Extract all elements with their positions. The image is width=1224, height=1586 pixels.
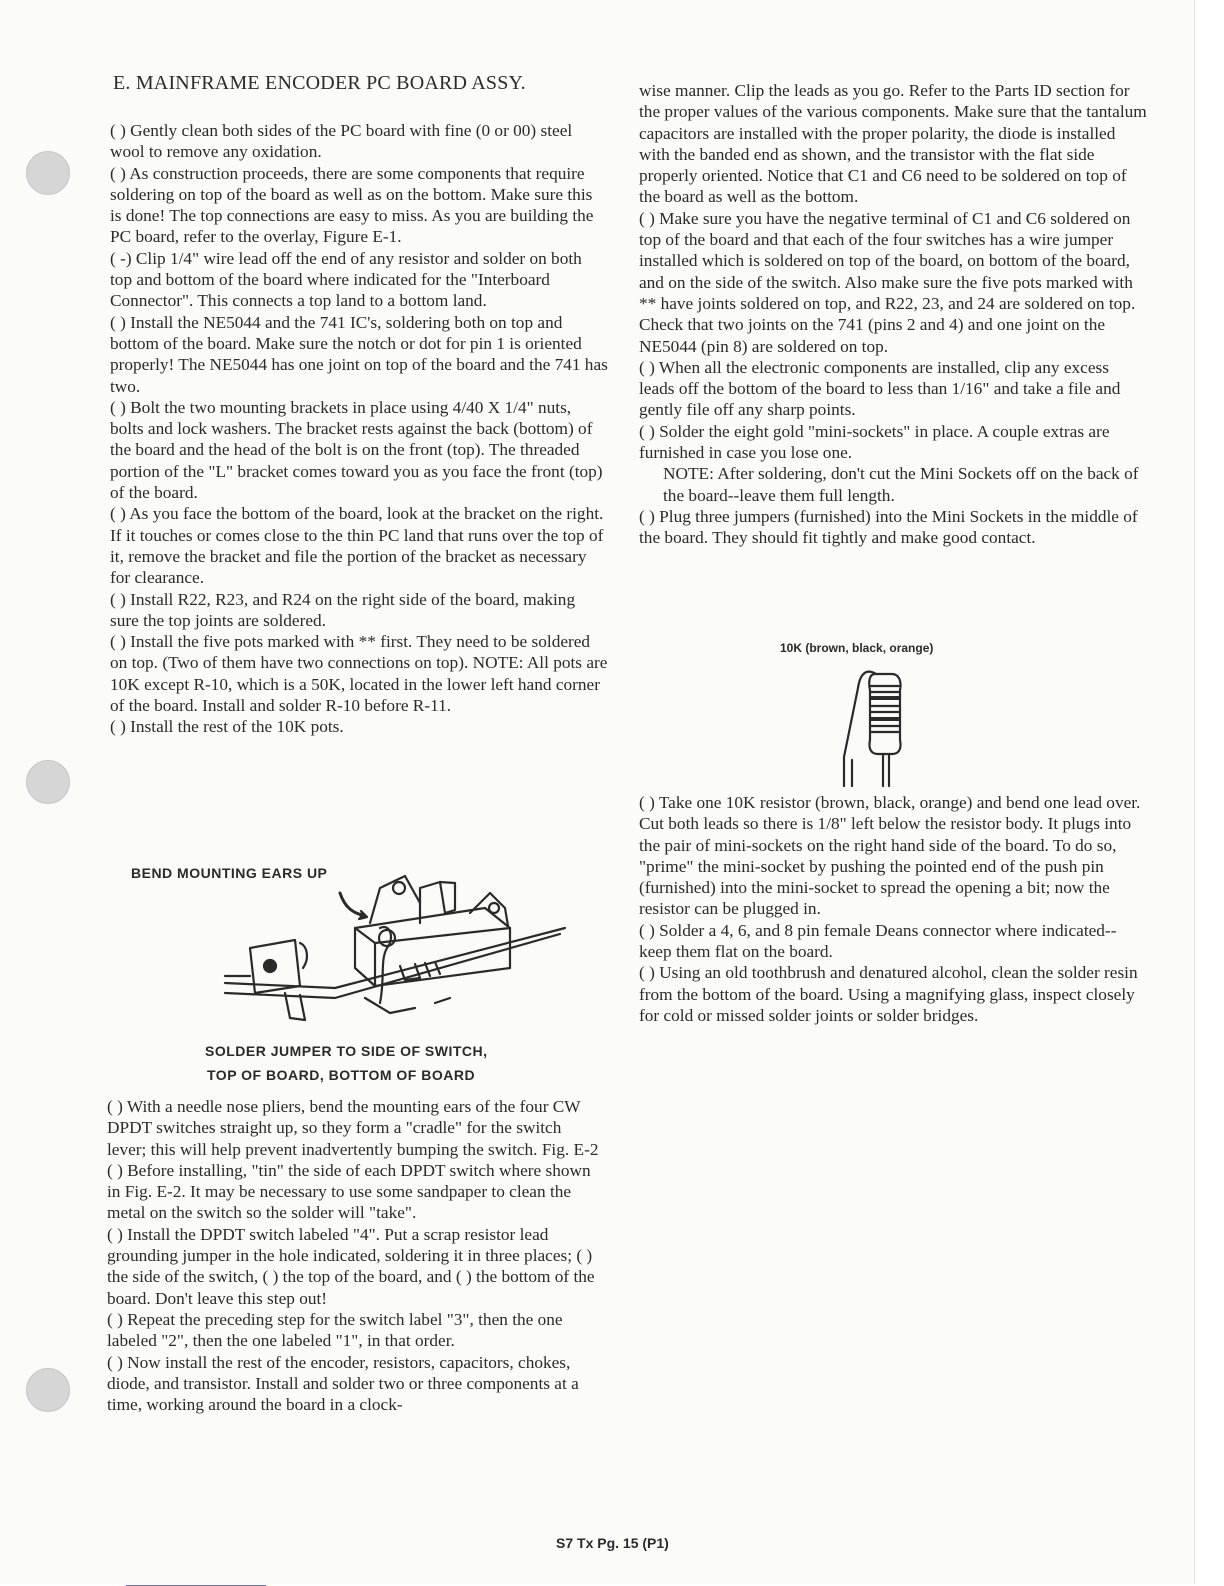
step-top-soldering-note: ( ) As construction proceeds, there are some components that require soldering on top of the board as well as on the bottom. Make sure this is done! The top connections are easy to miss. As you are building the PC board, refer to the overlay, Figure E-1.	[110, 163, 594, 247]
step-interboard-connector: ( -) Clip 1/4" wire lead off the end of any resistor and solder on both top and bottom of the board where indicated for the "Interboard Connector". This connects a top land to a bottom land.	[110, 248, 582, 311]
figure-e2-caption-line1: SOLDER JUMPER TO SIDE OF SWITCH,	[205, 1043, 488, 1059]
step-install-ics: ( ) Install the NE5044 and the 741 IC's, soldering both on top and bottom of the board. Make sure the notch or dot for pin 1 is oriented properly! The NE5044 has one joint on top of the board and the 741 has two.	[110, 312, 608, 396]
step-bend-ears: ( ) With a needle nose pliers, bend the mounting ears of the four CW DPDT switches straight up, so they form a "cradle" for the switch lever; this will help prevent inadvertently bumping the switch. Fig. E-2	[107, 1097, 599, 1159]
figure-e2-caption-top: BEND MOUNTING EARS UP	[131, 865, 328, 881]
step-plug-jumpers: ( ) Plug three jumpers (furnished) into the Mini Sockets in the middle of the board. They should fit tightly and make good contact.	[639, 506, 1138, 548]
step-deans-connector: ( ) Solder a 4, 6, and 8 pin female Deans connector where indicated--keep them flat on the board.	[639, 920, 1117, 962]
step-install-starred-pots: ( ) Install the five pots marked with ** first. They need to be soldered on top. (Two of them have two connections on top). NOTE: All pots are 10K except R-10, which is a 50K, located in the lower left hand corner of the board. Install and solder R-10 before R-11.	[110, 632, 608, 716]
page-edge	[1194, 0, 1224, 1584]
step-clockwise-continued: wise manner. Clip the leads as you go. Refer to the Parts ID section for the proper values of the various components. Make sure that the tantalum capacitors are installed with the proper polarity, the diode is installed with the banded end as shown, and the transistor with the flat side properly oriented. Notice that C1 and C6 need to be soldered on top of the board as well as the bottom.	[639, 81, 1147, 207]
note-mini-sockets: NOTE: After soldering, don't cut the Mini Sockets off on the back of the board--leave them full length.	[663, 464, 1139, 505]
section-title: E. MAINFRAME ENCODER PC BOARD ASSY.	[113, 72, 526, 94]
resistor-lead-bent	[844, 672, 876, 786]
figure-e2-caption-line2: TOP OF BOARD, BOTTOM OF BOARD	[207, 1067, 476, 1083]
left-column	[110, 120, 608, 738]
switch-body	[355, 908, 510, 986]
step-repeat-switches: ( ) Repeat the preceding step for the switch label "3", then the one labeled "2", then the one labeled "1", in that order.	[107, 1309, 563, 1351]
step-verify-top-joints: ( ) Make sure you have the negative terminal of C1 and C6 soldered on top of the board and that each of the four switches has a wire jumper installed which is soldered on top of the board, on bottom of the board, and on the side of the switch. Also make sure the five pots marked with ** have joints soldered on top, and R22, 23, and 24 are soldered on top. Check that two joints on the 741 (pins 2 and 4) and one joint on the NE5044 (pin 8) are soldered on top.	[639, 208, 1136, 356]
resistor-figure-caption: 10K (brown, black, orange)	[780, 641, 934, 655]
step-install-rest: ( ) Now install the rest of the encoder, resistors, capacitors, chokes, diode, and transistor. Install and solder two or three components at a time, working around the board in a clock-	[107, 1352, 579, 1415]
step-install-r22-r24: ( ) Install R22, R23, and R24 on the right side of the board, making sure the top joints are soldered.	[110, 589, 576, 630]
figure-e2-switch-diagram	[215, 868, 575, 1038]
binder-hole-top	[26, 151, 70, 195]
binder-hole-middle	[26, 760, 70, 804]
solder-jumper	[380, 927, 391, 1003]
page-number: S7 Tx Pg. 15 (P1)	[556, 1535, 669, 1551]
resistor-figure	[830, 662, 910, 790]
step-clean-board: ( ) Gently clean both sides of the PC board with fine (0 or 00) steel wool to remove any oxidation.	[110, 121, 573, 162]
step-clip-leads: ( ) When all the electronic components are installed, clip any excess leads off the bottom of the board to less than 1/16" and take a file and gently file off any sharp points.	[639, 357, 1121, 420]
bottom-left-column	[107, 1096, 605, 1415]
right-column-bottom	[639, 792, 1147, 1026]
resistor-lead-straight	[883, 754, 889, 786]
step-clean-resin: ( ) Using an old toothbrush and denatured alcohol, clean the solder resin from the bottom of the board. Using a magnifying glass, inspect closely for cold or missed solder joints or solder bridges.	[639, 963, 1138, 1025]
step-install-remaining-pots: ( ) Install the rest of the 10K pots.	[110, 717, 344, 737]
step-mounting-brackets: ( ) Bolt the two mounting brackets in place using 4/40 X 1/4" nuts, bolts and lock washers. The bracket rests against the back (bottom) of the board and the head of the bolt is on the front (top). The threaded portion of the "L" bracket comes toward you as you face the front (top) of the board.	[110, 397, 603, 503]
step-mini-sockets: ( ) Solder the eight gold "mini-sockets" in place. A couple extras are furnished in case you lose one.	[639, 421, 1110, 463]
binder-hole-bottom	[26, 1368, 70, 1412]
step-resistor-mini-socket: ( ) Take one 10K resistor (brown, black, orange) and bend one lead over. Cut both leads so there is 1/8" left below the resistor body. It plugs into the pair of mini-sockets on the right hand side of the board. To do so, "prime" the mini-socket by pushing the pointed end of the push pin (furnished) into the mini-socket to spread the opening a bit; now the resistor can be plugged in.	[639, 793, 1141, 919]
step-install-switch-4: ( ) Install the DPDT switch labeled "4". Put a scrap resistor lead grounding jumper in the hole indicated, soldering it in three places; ( ) the side of the switch, ( ) the top of the board, and ( ) the bottom of the board. Don't leave this step out!	[107, 1224, 595, 1308]
step-bracket-clearance: ( ) As you face the bottom of the board, look at the bracket on the right. If it touches or comes close to the thin PC land that runs over the top of it, remove the bracket and file the portion of the bracket as necessary for clearance.	[110, 504, 604, 588]
step-tin-switch: ( ) Before installing, "tin" the side of each DPDT switch where shown in Fig. E-2. It may be necessary to use some sandpaper to clean the metal on the switch so the solder will "take".	[107, 1160, 591, 1223]
right-column-top	[639, 80, 1147, 549]
